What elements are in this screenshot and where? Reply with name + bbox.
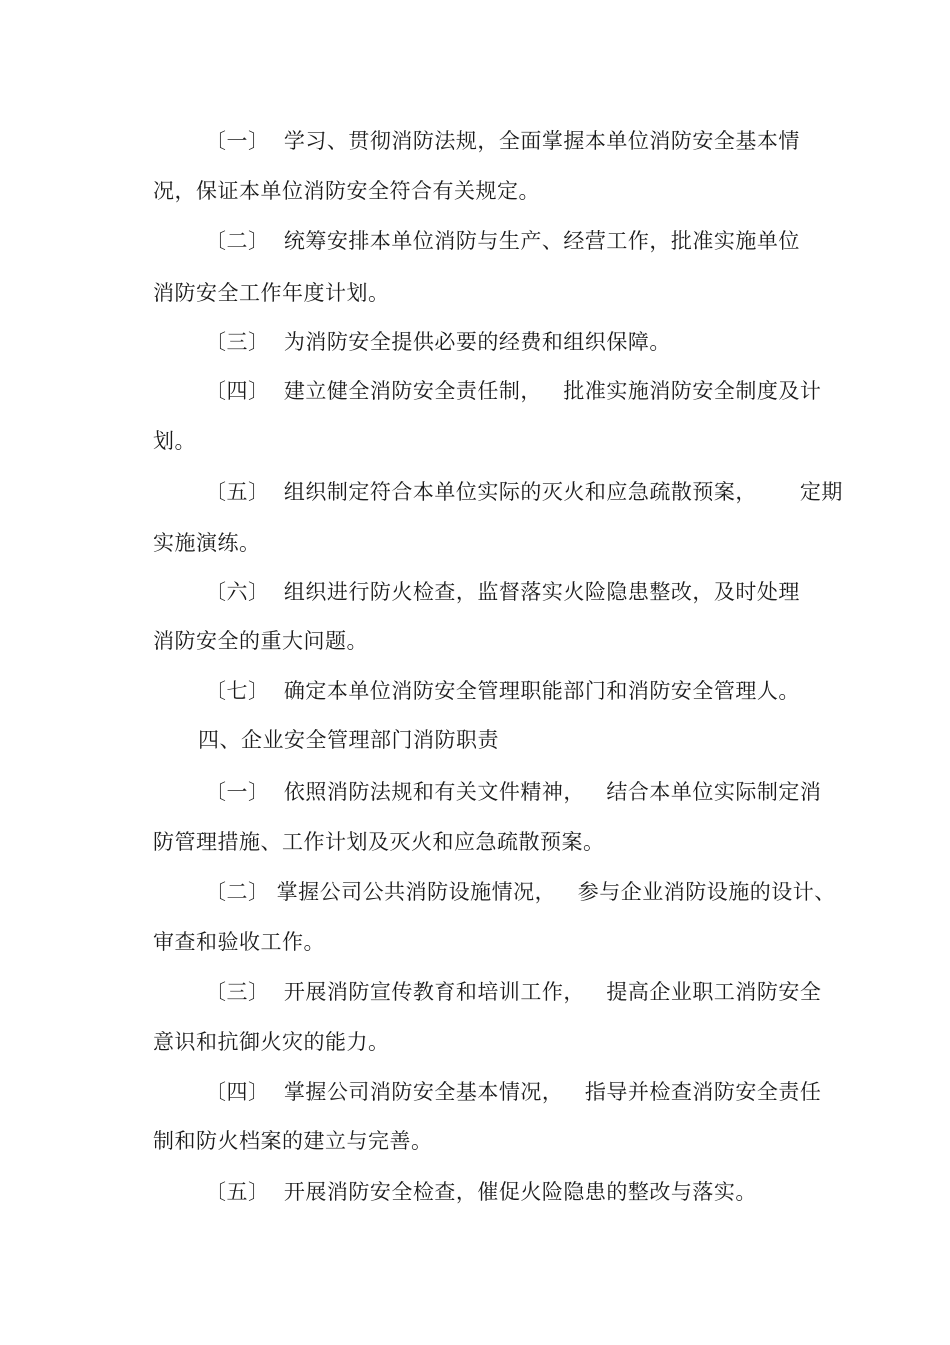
s4-item-5-line-1: 〔五〕 开展消防安全检查，催促火险隐患的整改与落实。 (205, 1180, 757, 1204)
s4-item-3-line-2: 意识和抗御火灾的能力。 (153, 1030, 390, 1054)
item-3-line-1: 〔三〕 为消防安全提供必要的经费和组织保障。 (205, 330, 671, 354)
section-heading: 四、企业安全管理部门消防职责 (198, 728, 499, 752)
item-7-line-1: 〔七〕 确定本单位消防安全管理职能部门和消防安全管理人。 (205, 679, 800, 703)
item-4-line-1: 〔四〕 建立健全消防安全责任制， 批准实施消防安全制度及计 (205, 379, 822, 403)
item-6-line-1: 〔六〕 组织进行防火检查，监督落实火险隐患整改，及时处理 (205, 580, 800, 604)
item-2-line-2: 消防安全工作年度计划。 (153, 281, 390, 305)
s4-item-1-line-1: 〔一〕 依照消防法规和有关文件精神， 结合本单位实际制定消 (205, 780, 822, 804)
item-2-line-1: 〔二〕 统筹安排本单位消防与生产、经营工作，批准实施单位 (205, 229, 800, 253)
s4-item-1-line-2: 防管理措施、工作计划及灭火和应急疏散预案。 (153, 830, 605, 854)
s4-item-3-line-1: 〔三〕 开展消防宣传教育和培训工作， 提高企业职工消防安全 (205, 980, 822, 1004)
item-5-line-1: 〔五〕 组织制定符合本单位实际的灭火和应急疏散预案， 定期 (205, 480, 843, 504)
s4-item-4-line-1: 〔四〕 掌握公司消防安全基本情况， 指导并检查消防安全责任 (205, 1080, 822, 1104)
item-1-line-1: 〔一〕 学习、贯彻消防法规，全面掌握本单位消防安全基本情 (205, 129, 800, 153)
s4-item-2-line-2: 审查和验收工作。 (153, 930, 325, 954)
s4-item-2-line-1: 〔二〕 掌握公司公共消防设施情况， 参与企业消防设施的设计、 (205, 880, 836, 904)
item-5-line-2: 实施演练。 (153, 531, 261, 555)
s4-item-4-line-2: 制和防火档案的建立与完善。 (153, 1129, 433, 1153)
item-4-line-2: 划。 (153, 429, 196, 453)
item-6-line-2: 消防安全的重大问题。 (153, 629, 368, 653)
item-1-line-2: 况，保证本单位消防安全符合有关规定。 (153, 179, 540, 203)
